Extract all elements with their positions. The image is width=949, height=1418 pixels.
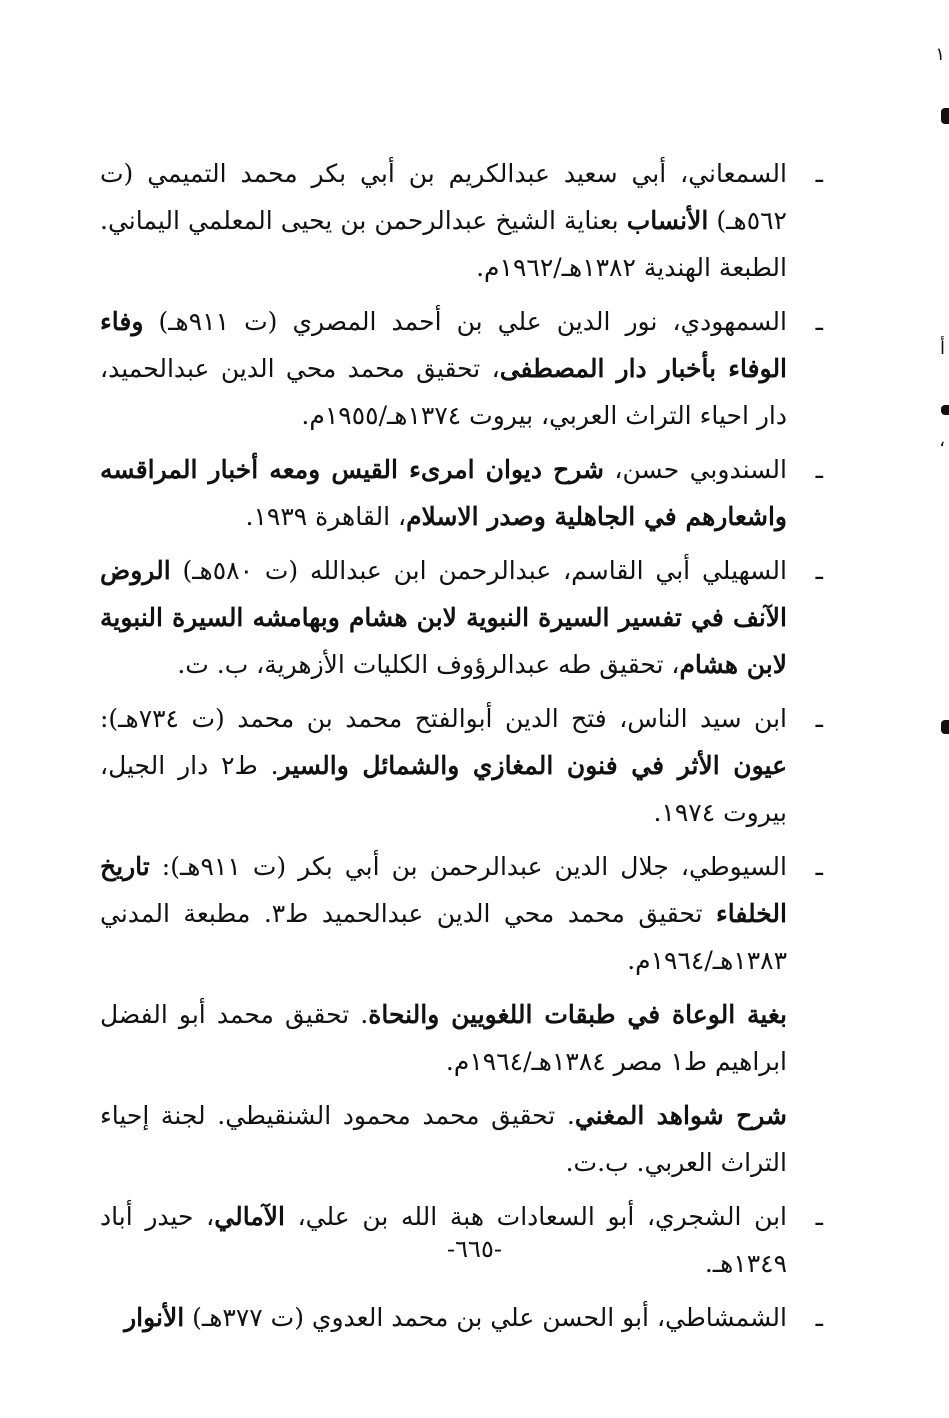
margin-ink-blob	[941, 720, 949, 734]
bibliography-subentry	[100, 991, 825, 1085]
bibliography-list	[100, 150, 825, 1348]
entry-details: . ط٢ دار الجيل، بيروت ١٩٧٤.	[100, 751, 787, 827]
entry-dash: ـ	[815, 556, 823, 585]
entry-author: الشمشاطي، أبو الحسن علي بن محمد العدوي (ت ٣٧٧هـ)	[184, 1303, 787, 1332]
entry-title: بغية الوعاة في طبقات اللغويين والنحاة	[368, 1000, 787, 1029]
entry-title: تاريخ الخلفاء	[100, 852, 787, 928]
bibliography-entry	[100, 298, 825, 439]
margin-mark: ،	[939, 430, 945, 451]
bibliography-entry	[100, 695, 825, 836]
entry-dash: ـ	[815, 1303, 823, 1332]
entry-dash: ـ	[815, 704, 823, 733]
entry-title: شرح ديوان امرىء القيس ومعه أخبار المراقسه واشعارهم في الجاهلية وصدر الاسلام	[100, 455, 787, 531]
entry-details: ، تحقيق محمد محي الدين عبدالحميد، دار احياء التراث العربي، بيروت ١٣٧٤هـ/١٩٥٥م.	[100, 354, 787, 430]
bibliography-entry	[100, 446, 825, 540]
entry-title: عيون الأثر في فنون المغازي والشمائل والسير	[278, 751, 788, 780]
entry-title: شرح شواهد المغني	[574, 1101, 788, 1130]
entry-details: ، القاهرة ١٩٣٩.	[245, 502, 407, 531]
bibliography-entry	[100, 150, 825, 291]
entry-details: تحقيق محمد محي الدين عبدالحميد ط٣. مطبعة المدني ١٣٨٣هـ/١٩٦٤م.	[100, 899, 787, 975]
entry-title: وفاء الوفاء بأخبار دار المصطفى	[100, 307, 788, 383]
bibliography-subentry	[100, 1092, 825, 1186]
entry-dash: ـ	[815, 852, 823, 881]
entry-author: ابن سيد الناس، فتح الدين أبوالفتح محمد بن محمد (ت ٧٣٤هـ):	[100, 704, 787, 733]
entry-author: السمعاني، أبي سعيد عبدالكريم بن أبي بكر محمد التميمي (ت ٥٦٢هـ)	[100, 159, 787, 235]
margin-ink-blob	[941, 108, 949, 124]
bibliography-entry	[100, 843, 825, 984]
bibliography-entry	[100, 1294, 825, 1341]
margin-mark: أ	[939, 338, 945, 359]
page-number: -٦٦٥-	[447, 1235, 502, 1263]
entry-details: ، حيدر أباد ١٣٤٩هـ.	[100, 1202, 787, 1278]
entry-title: الروض الآنف في تفسير السيرة النبوية لابن هشام وبهامشه السيرة النبوية لابن هشام	[100, 556, 787, 679]
entry-author: السيوطي، جلال الدين عبدالرحمن بن أبي بكر (ت ٩١١هـ):	[149, 852, 787, 881]
entry-details: ، تحقيق طه عبدالرؤوف الكليات الأزهرية، ب. ت.	[177, 650, 680, 679]
entry-dash: ـ	[815, 159, 823, 188]
bibliography-entry	[100, 547, 825, 688]
entry-dash: ـ	[815, 307, 823, 336]
entry-author: السمهودي، نور الدين علي بن أحمد المصري (ت ٩١١هـ)	[143, 307, 787, 336]
entry-dash: ـ	[815, 1202, 823, 1231]
entry-dash: ـ	[815, 455, 823, 484]
margin-ink-blob	[941, 405, 949, 415]
entry-author: ابن الشجري، أبو السعادات هبة الله بن علي،	[284, 1202, 788, 1231]
entry-title: الأنوار	[124, 1303, 185, 1332]
margin-mark: ١	[935, 44, 945, 65]
entry-details: . تحقيق محمد محمود الشنقيطي. لجنة إحياء التراث العربي. ب.ت.	[100, 1101, 787, 1177]
entry-author: السندوبي حسن،	[604, 455, 787, 484]
entry-author: السهيلي أبي القاسم، عبدالرحمن ابن عبدالله (ت ٥٨٠هـ)	[170, 556, 787, 585]
entry-details: . تحقيق محمد أبو الفضل ابراهيم ط١ مصر ١٣٨٤هـ/١٩٦٤م.	[100, 1000, 787, 1076]
entry-title: الأنساب	[626, 206, 709, 235]
entry-title: الآمالي	[214, 1202, 285, 1231]
entry-details: بعناية الشيخ عبدالرحمن بن يحيى المعلمي اليماني. الطبعة الهندية ١٣٨٢هـ/١٩٦٢م.	[100, 206, 787, 282]
